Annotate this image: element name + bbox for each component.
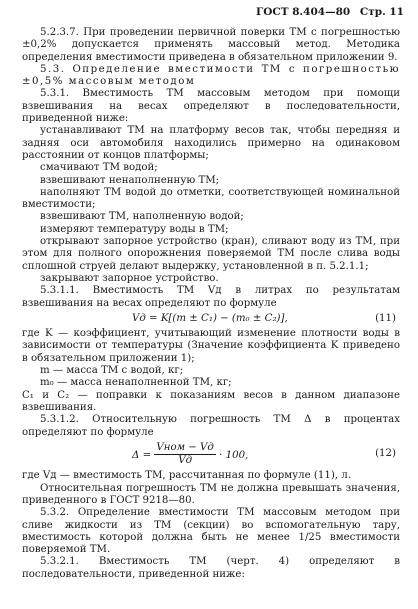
formula-body [132, 442, 248, 468]
list-item: закрывают запорное устройство. [40, 272, 219, 284]
page-number: Стр. 11 [359, 6, 404, 18]
list-item: взвешивают ТМ, наполненную водой; [40, 211, 244, 223]
list-item: взвешивают ненаполненную ТМ; [40, 174, 220, 186]
section-heading: 5.3. Определение вместимости ТМ с погрешностью ±0,5% массовым методом [22, 63, 400, 88]
fraction-numerator: Vном − Vд [154, 442, 215, 455]
page-header [250, 6, 404, 18]
formula-rhs: · 100, [219, 449, 249, 461]
list-item: устанавливают ТМ на платформу весов так, чтобы передняя и задняя оси автомобиля находились примерно на одинаковом расстоянии от концов платформы; [22, 125, 400, 161]
list-item: открывают запорное устройство (кран), сливают воду из ТМ, при этом для полного опорожнения поверяемой ТМ после слива воды сплошной струей делают выдержку, установленной в п. 5.2.1.1; [22, 236, 400, 272]
formula-number: (12) [375, 448, 396, 460]
paragraph: 5.3.2.1. Вместимость ТМ (черт. 4) определяют в последовательности, приведенной ниже: [22, 556, 400, 580]
formula-11 [22, 313, 400, 325]
paragraph: 5.3.1.2. Относительную погрешность ТМ Δ в процентах определяют по формуле [22, 414, 400, 438]
gost-number: ГОСТ 8.404—80 [255, 6, 351, 18]
formula-12 [22, 442, 400, 468]
list-item: наполняют ТМ водой до отметки, соответствующей номинальной вместимости; [22, 186, 400, 211]
formula-lhs: Δ = [132, 449, 152, 461]
paragraph: Относительная погрешность ТМ не должна превышать значения, приведенного в ГОСТ 9218—80. [22, 482, 400, 506]
formula-fraction [154, 442, 215, 468]
paragraph: 5.3.1. Вместимость ТМ массовым методом при помощи взвешивания на весах определяют в последовательности, приведенной ниже: [22, 88, 400, 125]
formula-expression: Vд = K[(m ± C₁) − (m₀ ± C₂)], [132, 312, 288, 324]
definition: C₁ и C₂ — поправки к показаниям весов в данном диапазоне взвешивания. [22, 389, 400, 413]
paragraph: 5.3.1.1. Вместимость ТМ Vд в литрах по результатам взвешивания на весах определяют по формуле [22, 285, 400, 309]
document-body [22, 27, 400, 581]
paragraph: 5.2.3.7. При проведении первичной поверки ТМ с погрешностью ±0,2% допускается применять массовый метод. Методика определения вместимости приведена в обязательном приложении 9. [22, 27, 400, 63]
formula-number: (11) [375, 312, 396, 324]
list-item: измеряют температуру воды в ТМ; [40, 223, 229, 235]
definition: где K — коэффициент, учитывающий изменение плотности воды в зависимости от температуры (Значение коэффициента K приведено в обязательном приложении 1); [22, 328, 400, 364]
paragraph: 5.3.2. Определение вместимости ТМ массовым методом при сливе жидкости из ТМ (секции) во вспомогательную тару, вместимость которой должна быть не менее 1/25 вместимости поверяемой ТМ. [22, 507, 400, 556]
definition: m₀ — масса ненаполненной ТМ, кг; [40, 377, 232, 389]
definition: где Vд — вместимость ТМ, рассчитанная по формуле (11), л. [22, 470, 351, 482]
list-item: смачивают ТМ водой; [40, 162, 158, 174]
definition: m — масса ТМ с водой, кг; [40, 365, 184, 377]
fraction-denominator: Vд [178, 455, 193, 467]
